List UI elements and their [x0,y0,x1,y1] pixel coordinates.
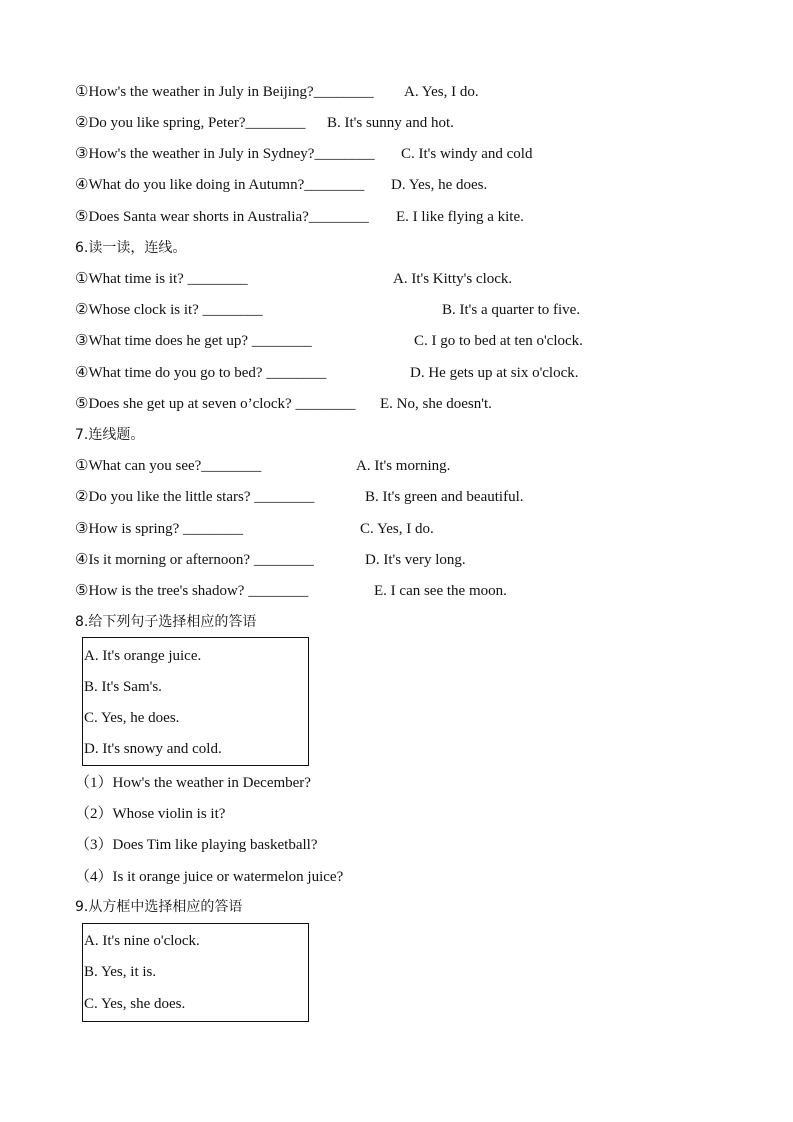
matching-answer: A. It's Kitty's clock. [393,271,513,287]
answer-option: A. It's nine o'clock. [84,933,200,949]
matching-question: ④Is it morning or afternoon? ________ [75,552,314,568]
section-title: 7.连线题。 [75,427,145,443]
answer-option: A. It's orange juice. [84,648,202,664]
matching-question: ①What time is it? ________ [75,271,248,287]
matching-answer: E. I like flying a kite. [396,209,524,225]
matching-answer: E. I can see the moon. [374,583,507,599]
question-item: （3）Does Tim like playing basketball? [75,837,318,853]
answer-option: C. Yes, she does. [84,996,186,1012]
question-item: （2）Whose violin is it? [75,806,226,822]
matching-answer: C. Yes, I do. [360,521,434,537]
matching-answer: D. Yes, he does. [391,177,488,193]
matching-question: ⑤How is the tree's shadow? ________ [75,583,309,599]
matching-question: ②Whose clock is it? ________ [75,302,263,318]
matching-question: ①What can you see?________ [75,458,262,474]
matching-question: ④What do you like doing in Autumn?________ [75,177,365,193]
section-title: 6.读一读，连线。 [75,240,187,256]
matching-answer: E. No, she doesn't. [380,396,492,412]
matching-question: ⑤Does she get up at seven o’clock? ________ [75,396,356,412]
matching-answer: B. It's sunny and hot. [327,115,454,131]
section-title: 9.从方框中选择相应的答语 [75,899,243,915]
question-item: （1）How's the weather in December? [75,775,311,791]
matching-answer: C. I go to bed at ten o'clock. [414,333,583,349]
answer-option: B. It's Sam's. [84,679,162,695]
question-item: （4）Is it orange juice or watermelon juice? [75,869,344,885]
answer-option: B. Yes, it is. [84,964,157,980]
matching-answer: A. Yes, I do. [404,84,479,100]
matching-answer: D. It's very long. [365,552,466,568]
section-title: 8.给下列句子选择相应的答语 [75,614,257,630]
matching-question: ⑤Does Santa wear shorts in Australia?________ [75,209,369,225]
matching-answer: A. It's morning. [356,458,451,474]
matching-answer: B. It's a quarter to five. [442,302,581,318]
matching-question: ①How's the weather in July in Beijing?________ [75,84,374,100]
matching-question: ③How is spring? ________ [75,521,244,537]
matching-question: ②Do you like the little stars? ________ [75,489,315,505]
matching-question: ③How's the weather in July in Sydney?________ [75,146,375,162]
matching-answer: B. It's green and beautiful. [365,489,524,505]
matching-question: ③What time does he get up? ________ [75,333,312,349]
matching-question: ②Do you like spring, Peter?________ [75,115,306,131]
matching-answer: C. It's windy and cold [401,146,533,162]
matching-answer: D. He gets up at six o'clock. [410,365,579,381]
matching-question: ④What time do you go to bed? ________ [75,365,327,381]
answer-option: C. Yes, he does. [84,710,180,726]
answer-option: D. It's snowy and cold. [84,741,222,757]
